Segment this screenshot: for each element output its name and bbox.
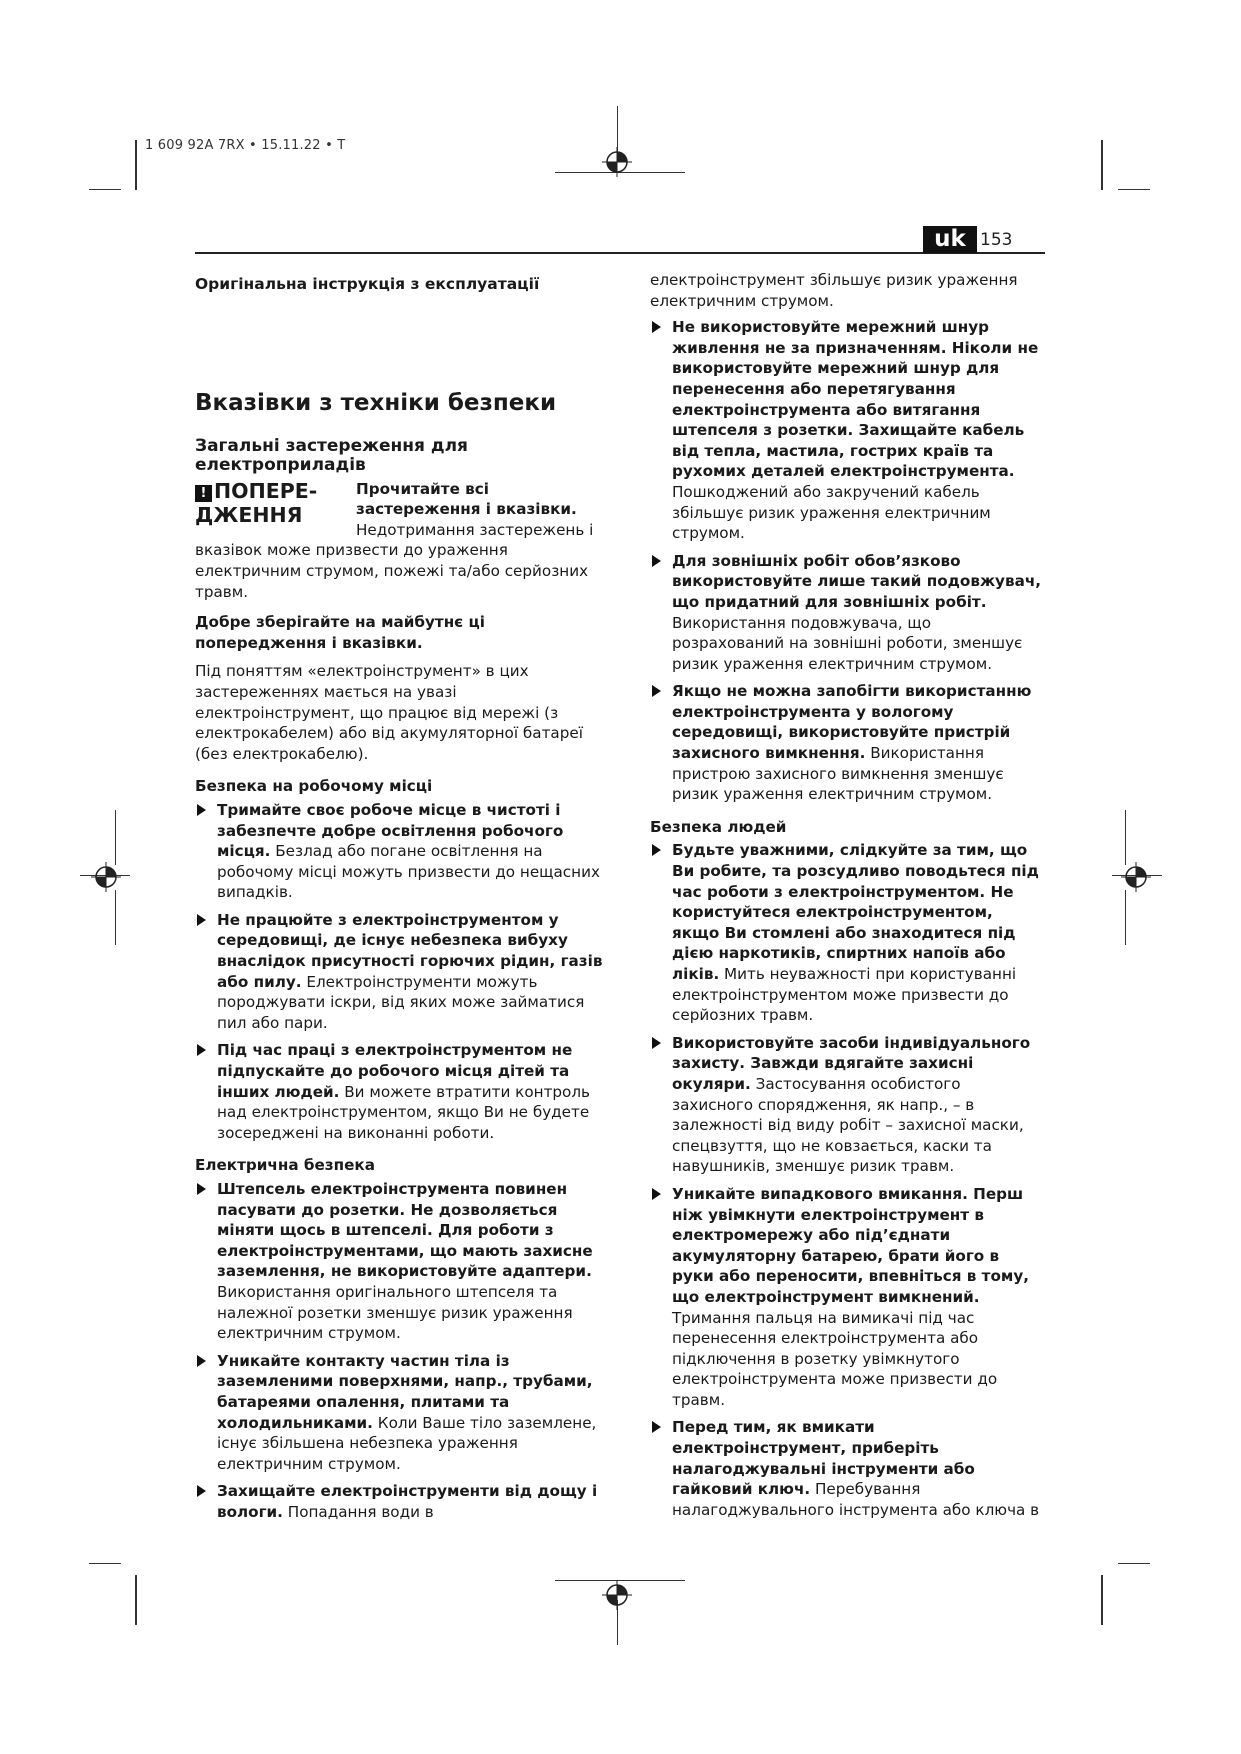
bullet-icon [197,1183,206,1195]
list-item [195,1481,610,1522]
item-bold: Уникайте випадкового вмикання. Перш ніж увімкнути електроінструмент в електромережу або під’єднати акумуляторну батарею, брати його в руки або переносити, впевніться в тому, що електроінструмент вимкнений. [672,1184,1030,1306]
crop-mark [1118,1563,1150,1564]
crop-mark [89,1563,121,1564]
bullet-icon [652,1188,661,1200]
continuation-text: електроінструмент збільшує ризик ураження електричним струмом. [650,271,1018,310]
registration-mark-icon [602,147,632,177]
registration-mark-icon [91,862,121,892]
crop-mark [1101,140,1103,190]
list-item [195,1040,610,1143]
list-item [650,317,1045,544]
list-item [195,910,610,1034]
item-text: Застосування особистого захисного спорядження, як напр., – в залежності від виду робіт – захисної маски, спецвзуття, що не ковзається, каски та навушників, зменшує ризик травм. [672,1074,1024,1176]
list-item [195,800,610,903]
bullet-icon [197,1044,206,1056]
crop-mark [115,890,116,945]
crop-mark [1125,810,1126,865]
item-bold: Уникайте контакту частин тіла із заземленими поверхнями, напр., трубами, батареями опалення, плитами та холодильниками. [217,1351,593,1432]
crop-mark [115,810,116,865]
item-bold: Використовуйте засоби індивідуального захисту. Завжди вдягайте захисні окуляри. [672,1033,1031,1093]
item-bold: Штепсель електроінструмента повинен пасувати до розетки. Не дозволяється міняти щось в штепселі. Для роботи з електроінструментами, що мають захисне заземлення, не використовуйте адаптери. [217,1180,593,1281]
list-item [650,1184,1045,1411]
bullet-icon [197,1485,206,1497]
crop-mark [135,140,137,190]
bullet-icon [652,1421,661,1433]
list-item [195,1179,610,1344]
item-text: Тримання пальця на вимикачі під час перенесення електроінструмента або підключення в розетку увімкнутого електроінструмента може призвести до травм. [672,1308,998,1409]
intro-heading: Оригінальна інструкція з експлуатації [195,275,540,293]
page-number: 153 [980,230,1013,250]
personal-safety-heading: Безпека людей [650,817,787,836]
warning-icon: ! [195,485,212,502]
item-text: Використання оригінального штепселя та належної розетки зменшує ризик ураження електричним струмом. [217,1282,573,1343]
warning-lead: Прочитайте всі застереження і вказівки. [356,479,577,519]
item-text: Використання подовжувача, що розрахований на зовнішні роботи, зменшує ризик ураження електричним струмом. [672,613,1023,673]
item-text: Пошкоджений або закручений кабель збільшує ризик ураження електричним струмом. [672,482,991,543]
language-badge: uk [923,226,977,253]
item-bold: Якщо не можна запобігти використанню електроінструмента у вологому середовищі, використовуйте пристрій захисного вимкнення. [672,682,1032,763]
registration-mark-icon [602,1580,632,1610]
bullet-icon [197,1355,206,1367]
registration-mark-icon [1121,862,1151,892]
bullet-icon [652,555,661,567]
item-bold: Під час праці з електроінструментом не підпускайте до робочого місця дітей та інших людей. [217,1041,573,1101]
bullet-icon [197,804,206,816]
warning-label-text: ПОПЕРЕ-ДЖЕННЯ [195,478,318,527]
list-item [650,551,1045,675]
item-bold: Захищайте електроінструменти від дощу і вологи. [217,1482,598,1521]
item-bold: Не працюйте з електроінструментом у середовищі, де існує небезпека вибуху внаслідок присутності горючих рідин, газів або пилу. [217,910,603,991]
list-item [650,1033,1045,1177]
item-bold: Не використовуйте мережний шнур живлення не за призначенням. Ніколи не використовуйте мережний шнур для перенесення або перетягування електроінструмента або витягання штепселя з розетки. Захищайте кабель від тепла, мастила, гострих країв та рухомих деталей електроінструмента. [672,318,1039,481]
keep-instructions: Добре зберігайте на майбутнє ці попередження і вказівки. [195,613,485,652]
item-text: Безлад або погане освітлення на робочому місці можуть призвести до нещасних випадків. [217,842,600,902]
item-text: Попадання води в [282,1502,434,1521]
crop-mark [89,189,121,190]
item-text: Коли Ваше тіло заземлене, існує збільшена небезпека ураження електричним струмом. [217,1413,597,1473]
list-item [650,681,1045,805]
crop-mark [135,1575,137,1625]
warning-block [195,479,610,603]
definition-paragraph: Під поняттям «електроінструмент» в цих застереженнях мається на увазі електроінструмент, що працює від мережі (з електрокабелем) або від акумуляторної батареї (без електрокабелю). [195,662,583,763]
item-bold: Для зовнішніх робіт обов’язково використовуйте лише такий подовжувач, що придатний для зовнішніх робіт. [672,551,1042,611]
electrical-heading: Електрична безпека [195,1156,375,1175]
warning-text: Недотримання застережень і вказівок може призвести до ураження електричним струмом, пожежі та/або серйозних травм. [195,520,594,601]
general-warnings-heading: Загальні застереження для електроприладів [195,435,468,475]
item-text: Ви можете втратити контроль над електроінструментом, якщо Ви не будете зосереджені на виконанні роботи. [217,1082,591,1142]
workplace-heading: Безпека на робочому місці [195,777,433,796]
item-bold: Перед тим, як вмикати електроінструмент, приберіть налагоджувальні інструменти або гайковий ключ. [672,1418,975,1499]
list-item [650,1417,1045,1520]
bullet-icon [197,914,206,926]
crop-mark [1125,890,1126,945]
list-item [650,840,1045,1025]
crop-mark [1101,1575,1103,1625]
header-rule [195,252,1045,254]
item-text: Електроінструменти можуть породжувати іскри, від яких може займатися пил або пари. [217,972,585,1032]
bullet-icon [652,685,661,697]
item-bold: Будьте уважними, слідкуйте за тим, що Ви робите, та розсудливо поводьтеся під час роботи з електроінструментом. Не користуйтеся електроінструментом, якщо Ви стомлені або знаходитеся під дією наркотиків, спиртних напоїв або ліків. [672,841,1039,983]
warning-label [195,479,350,527]
bullet-icon [652,844,661,856]
item-bold: Тримайте своє робоче місце в чистоті і забезпечте добре освітлення робочого місця. [217,800,564,861]
item-text: Використання пристрою захисного вимкнення зменшує ризик ураження електричним струмом. [672,744,1004,804]
right-column [650,270,1045,1527]
bullet-icon [652,1037,661,1049]
list-item [195,1351,610,1475]
item-text: Мить неуважності при користуванні електроінструментом може призвести до серйозних травм. [672,965,1017,1025]
item-text: Перебування налагоджувального інструмента або ключа в [672,1480,1040,1519]
bullet-icon [652,321,661,333]
print-slug: 1 609 92A 7RX • 15.11.22 • T [145,138,346,153]
page-title: Вказівки з техніки безпеки [195,389,557,416]
left-column [195,274,610,1530]
crop-mark [1118,189,1150,190]
